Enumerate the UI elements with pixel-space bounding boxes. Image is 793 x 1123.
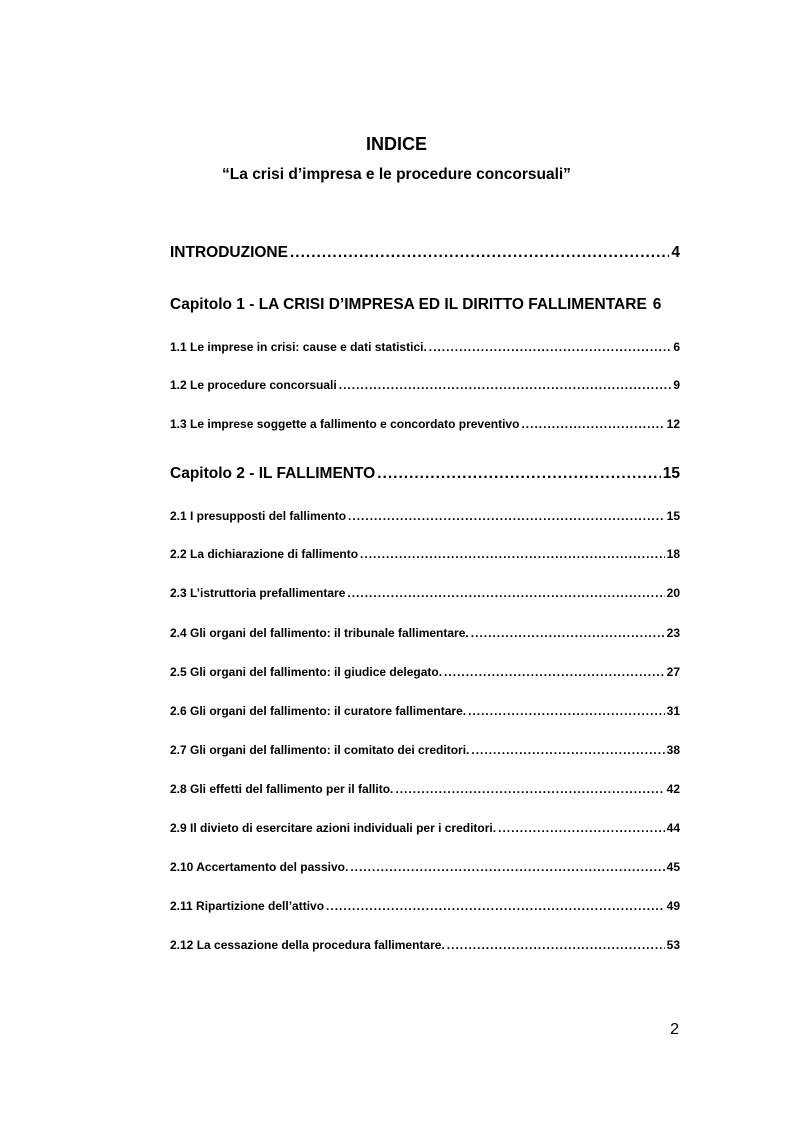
toc-entry-2-11	[170, 898, 680, 914]
toc-label: 2.5 Gli organi del fallimento: il giudice delegato.	[170, 665, 443, 679]
toc-label: 2.7 Gli organi del fallimento: il comitato dei creditori.	[170, 743, 470, 757]
toc-page: 15	[662, 465, 680, 482]
toc-leader	[468, 703, 665, 719]
toc-label: Capitolo 1 - LA CRISI D’IMPRESA ED IL DIRITTO FALLIMENTARE	[170, 296, 647, 313]
toc-label: INTRODUZIONE	[170, 244, 288, 261]
toc-page: 45	[666, 860, 680, 874]
toc-page: 4	[671, 244, 680, 261]
toc-entry-capitolo-2	[170, 464, 680, 484]
toc-entry-1-3	[170, 416, 680, 432]
toc-entry-2-6	[170, 703, 680, 719]
toc-entry-2-10	[170, 859, 680, 875]
toc-page: 53	[666, 938, 680, 952]
toc-leader	[339, 377, 672, 393]
page-subtitle: “La crisi d’impresa e le procedure concorsuali”	[222, 166, 571, 183]
toc-label: Capitolo 2 - IL FALLIMENTO	[170, 465, 376, 482]
toc-leader	[471, 625, 665, 641]
toc-label: 2.1 I presupposti del fallimento	[170, 509, 347, 523]
toc-leader	[326, 898, 665, 914]
toc-page: 20	[666, 586, 680, 600]
toc-page: 44	[666, 821, 680, 835]
toc-entry-2-8	[170, 781, 680, 797]
toc-entry-2-7	[170, 742, 680, 758]
toc-entry-capitolo-1	[170, 295, 680, 315]
toc-label: 2.6 Gli organi del fallimento: il curatore fallimentare.	[170, 704, 467, 718]
toc-page: 23	[666, 626, 680, 640]
toc-leader	[521, 416, 664, 432]
toc-entry-2-3	[170, 585, 680, 601]
toc-page: 31	[666, 704, 680, 718]
toc-label: 2.8 Gli effetti del fallimento per il fallito.	[170, 782, 394, 796]
page-number: 2	[670, 1021, 679, 1038]
toc-label: 2.2 La dichiarazione di fallimento	[170, 547, 359, 561]
page-title: INDICE	[365, 134, 427, 154]
toc-entry-2-12	[170, 937, 680, 953]
toc-entry-introduzione	[170, 243, 680, 263]
toc-leader	[447, 937, 665, 953]
toc-label: 2.4 Gli organi del fallimento: il tribunale fallimentare.	[170, 626, 469, 640]
toc-entry-1-2	[170, 377, 680, 393]
toc-page: 6	[652, 296, 662, 313]
toc-page: 38	[666, 743, 680, 757]
toc-page: 27	[666, 665, 680, 679]
toc-leader	[350, 859, 664, 875]
toc-entry-2-4	[170, 625, 680, 641]
toc-label: 1.3 Le imprese soggette a fallimento e concordato preventivo	[170, 417, 520, 431]
toc-leader	[347, 585, 664, 601]
toc-page: 49	[666, 899, 680, 913]
toc-page: 42	[666, 782, 680, 796]
toc-label: 1.2 Le procedure concorsuali	[170, 378, 337, 392]
toc-label: 1.1 Le imprese in crisi: cause e dati statistici.	[170, 340, 427, 354]
toc-label: 2.10 Accertamento del passivo.	[170, 860, 349, 874]
toc-leader	[429, 339, 672, 355]
toc-leader	[395, 781, 664, 797]
toc-page: 18	[666, 547, 680, 561]
toc-page: 15	[666, 509, 680, 523]
toc-leader	[377, 464, 661, 484]
toc-page: 12	[666, 417, 680, 431]
toc-entry-2-5	[170, 664, 680, 680]
toc-entry-2-2	[170, 546, 680, 562]
toc-entry-2-1	[170, 508, 680, 524]
toc-leader	[444, 664, 665, 680]
toc-leader	[290, 243, 669, 263]
toc-page: 9	[673, 378, 680, 392]
toc-leader	[498, 820, 665, 836]
toc-leader	[360, 546, 665, 562]
toc-leader	[471, 742, 664, 758]
toc-label: 2.3 L’istruttoria prefallimentare	[170, 586, 346, 600]
toc-label: 2.11 Ripartizione dell’attivo	[170, 899, 325, 913]
toc-leader	[348, 508, 665, 524]
toc-label: 2.12 La cessazione della procedura fallimentare.	[170, 938, 445, 952]
toc-page: 6	[673, 340, 680, 354]
toc-entry-1-1	[170, 339, 680, 355]
toc-label: 2.9 Il divieto di esercitare azioni individuali per i creditori.	[170, 821, 497, 835]
toc-entry-2-9	[170, 820, 680, 836]
